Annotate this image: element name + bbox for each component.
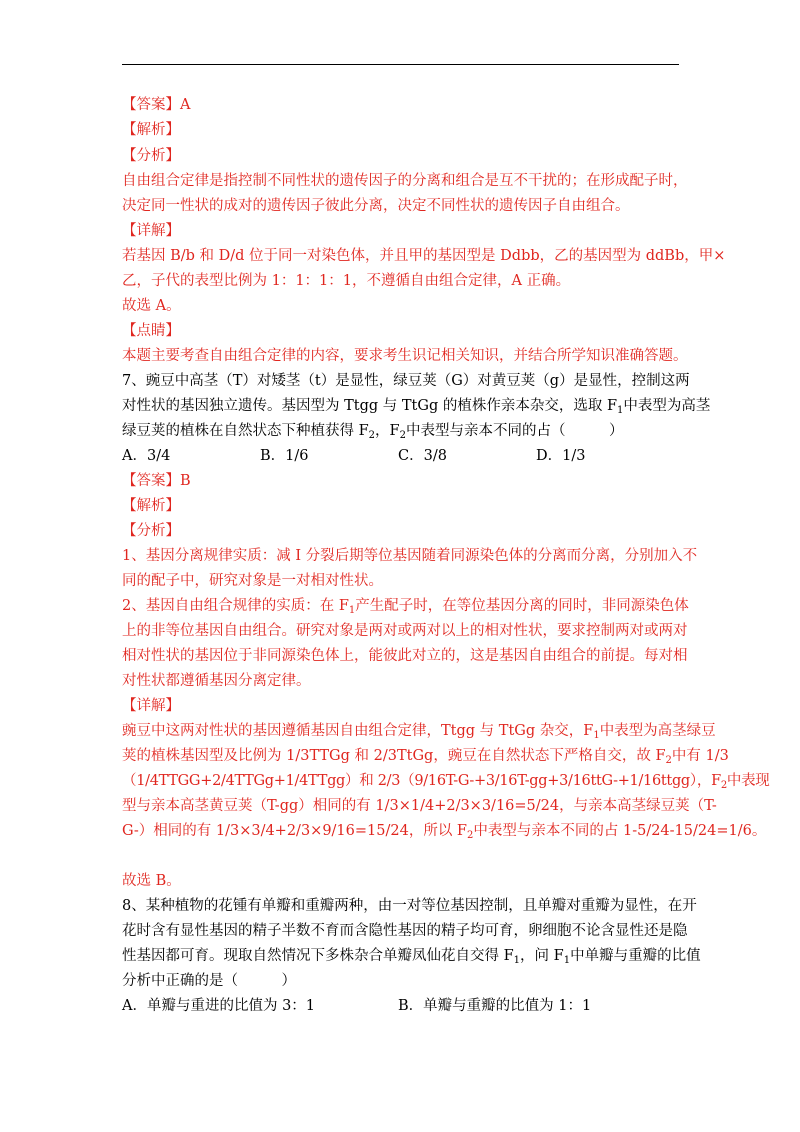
q7-fenxi1-line1: 1、基因分离规律实质：减 I 分裂后期等位基因随着同源染色体的分离而分离，分别加入不: [122, 548, 698, 564]
q7-choice: 故选 B。: [122, 873, 181, 889]
q7-stem-line2: 对性状的基因独立遗传。基因型为 Ttgg 与 TtGg 的植株作亲本杂交，选取 $F_1$中表型为高茎: [122, 398, 711, 416]
q6-fenxi-line2: 决定同一性状的成对的遗传因子彼此分离，决定不同性状的遗传因子自由组合。: [122, 198, 630, 214]
q7-xiangjie-heading: 【详解】: [122, 698, 180, 714]
q7-stem-line3: 绿豆荚的植株在自然状态下种植获得 $F_2$，$F_2$中表型与亲本不同的占（ ）: [122, 423, 624, 441]
q6-detail-line2: 乙，子代的表型比例为 1：1：1：1，不遵循自由组合定律，A 正确。: [122, 273, 571, 289]
q7-jiexi-heading: 【解析】: [122, 498, 180, 514]
q7-fenxi2-line1: 2、基因自由组合规律的实质：在 $F_1$产生配子时，在等位基因分离的同时，非同源染色体: [122, 598, 689, 616]
q8-option-a: A．单瓣与重进的比值为 3：1: [122, 998, 316, 1014]
q7-fenxi2-line4: 对性状都遵循基因分离定律。: [122, 673, 311, 689]
q7-detail-line5: G-）相同的有 1/3×3/4+2/3×9/16=15/24，所以 $F_2$中表型与亲本不同的占 1-5/24-15/24=1/6。: [122, 823, 767, 841]
q7-option-c: C．3/8: [398, 448, 447, 464]
q7-stem-line1: 7、豌豆中高茎（T）对矮茎（t）是显性，绿豆荚（G）对黄豆荚（g）是显性，控制这两: [122, 373, 690, 389]
q7-fenxi2-line3: 相对性状的基因位于非同源染色体上，能彼此对立的，这是基因自由组合的前提。每对相: [122, 648, 688, 664]
q7-fenxi2-line2: 上的非等位基因自由组合。研究对象是两对或两对以上的相对性状，要求控制两对或两对: [122, 623, 688, 639]
header-rule: [122, 64, 679, 65]
q7-option-b: B．1/6: [260, 448, 309, 464]
q6-xiangjie-heading: 【详解】: [122, 223, 180, 239]
q7-detail-line3: （1/4TTGG+2/4TTGg+1/4TTgg）和 2/3（9/16T-G-+3/16T-gg+3/16ttG-+1/16ttgg），$F_2$中表现: [122, 773, 770, 791]
q6-detail-line1: 若基因 B/b 和 D/d 位于同一对染色体，并且甲的基因型是 Ddbb，乙的基因型为 ddBb，甲×: [122, 248, 726, 264]
q7-fenxi-heading: 【分析】: [122, 523, 180, 539]
q7-option-d: D．1/3: [536, 448, 586, 464]
q7-option-a: A．3/4: [122, 448, 171, 464]
q6-fenxi-heading: 【分析】: [122, 148, 180, 164]
q7-detail-line2: 荚的植株基因型及比例为 1/3TTGg 和 2/3TtGg，豌豆在自然状态下严格自交，故 $F_2$中有 1/3: [122, 748, 729, 766]
q7-fenxi1-line2: 同的配子中，研究对象是一对相对性状。: [122, 573, 383, 589]
q6-dianjing-heading: 【点睛】: [122, 323, 180, 339]
q8-stem-line2: 花时含有显性基因的精子半数不育而含隐性基因的精子均可育，卵细胞不论含显性还是隐: [122, 923, 688, 939]
q6-fenxi-line1: 自由组合定律是指控制不同性状的遗传因子的分离和组合是互不干扰的；在形成配子时，: [122, 173, 688, 189]
q6-choice: 故选 A。: [122, 298, 181, 314]
q7-detail-line1: 豌豆中这两对性状的基因遵循基因自由组合定律，Ttgg 与 TtGg 杂交，$F_1$中表型为高茎绿豆: [122, 723, 716, 741]
q6-answer: 【答案】A: [122, 97, 191, 113]
q6-dianjing-line1: 本题主要考查自由组合定律的内容，要求考生识记相关知识，并结合所学知识准确答题。: [122, 348, 688, 364]
q6-jiexi-heading: 【解析】: [122, 122, 180, 138]
q8-stem-line1: 8、某种植物的花锺有单瓣和重瓣两种，由一对等位基因控制，且单瓣对重瓣为显性，在开: [122, 898, 697, 914]
q8-stem-line3: 性基因都可育。现取自然情况下多株杂合单瓣凤仙花自交得 $F_1$，问 $F_1$中单瓣与重瓣的比值: [122, 948, 701, 966]
q7-answer: 【答案】B: [122, 473, 191, 489]
q8-stem-line4: 分析中正确的是（ ）: [122, 973, 296, 989]
q8-option-b: B．单瓣与重瓣的比值为 1：1: [398, 998, 592, 1014]
q7-detail-line4: 型与亲本高茎黄豆荚（T-gg）相同的有 1/3×1/4+2/3×3/16=5/24，与亲本高茎绿豆荚（T-: [122, 798, 717, 814]
